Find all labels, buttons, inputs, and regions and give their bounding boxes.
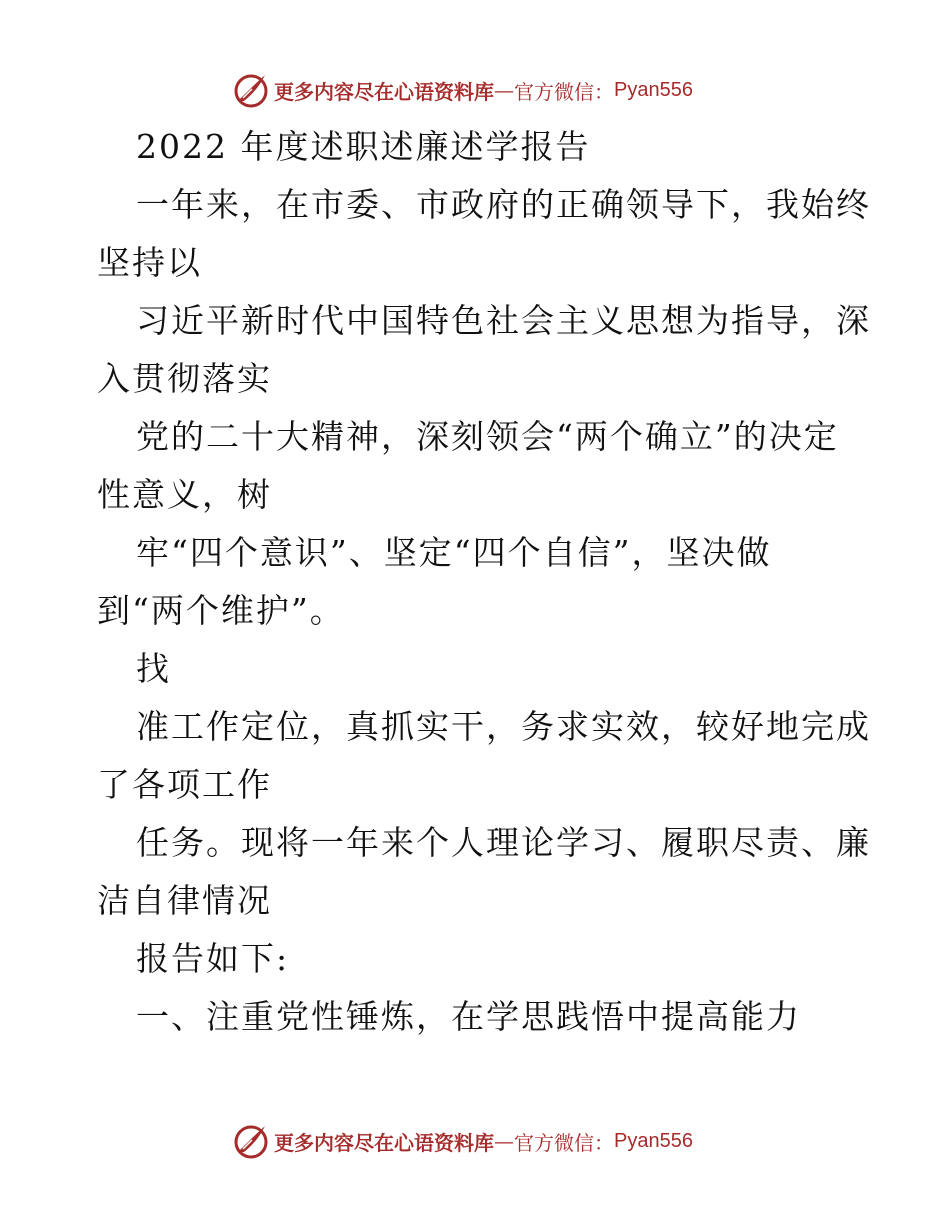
document-body [97, 118, 871, 1046]
paragraph-line: 准工作定位，真抓实干，务求实效，较好地完成 [136, 707, 871, 746]
watermark-header [232, 70, 693, 110]
paragraph-line: 习近平新时代中国特色社会主义思想为指导，深 [136, 301, 871, 340]
paragraph-line: 任务。现将一年来个人理论学习、履职尽责、廉 [136, 823, 871, 862]
paragraph-line: 报告如下: [136, 939, 290, 978]
paragraph-line: 一、注重党性锤炼，在学思践悟中提高能力 [136, 997, 801, 1036]
document-title: 2022 年度述职述廉述学报告 [136, 127, 591, 166]
watermark-wechat-id: Pyan556 [614, 1129, 693, 1152]
quill-pen-logo-icon [232, 71, 270, 109]
paragraph-line: 牢“四个意识”、坚定“四个自信”，坚决做 [136, 533, 772, 572]
paragraph-line: 党的二十大精神，深刻领会“两个确立”的决定 [136, 417, 839, 456]
paragraph-line: 到“两个维护”。 [97, 591, 345, 630]
watermark-wechat-prefix: 官方微信： [514, 1130, 614, 1155]
watermark-main-text: 更多内容尽在心语资料库 [274, 1130, 494, 1155]
paragraph-line: 找 [136, 649, 171, 688]
paragraph-line: 了各项工作 [97, 765, 272, 804]
watermark-dash: — [494, 1129, 514, 1153]
watermark-main-text: 更多内容尽在心语资料库 [274, 79, 494, 104]
paragraph-line: 入贯彻落实 [97, 359, 272, 398]
watermark-wechat-id: Pyan556 [614, 78, 693, 101]
quill-pen-logo-icon [232, 1122, 270, 1160]
paragraph-line: 性意义，树 [97, 475, 272, 514]
paragraph-line: 坚持以 [97, 243, 202, 282]
paragraph-line: 一年来，在市委、市政府的正确领导下，我始终 [136, 185, 871, 224]
watermark-dash: — [494, 78, 514, 102]
paragraph-line: 洁自律情况 [97, 881, 272, 920]
watermark-footer [232, 1121, 693, 1161]
watermark-wechat-prefix: 官方微信： [514, 79, 614, 104]
